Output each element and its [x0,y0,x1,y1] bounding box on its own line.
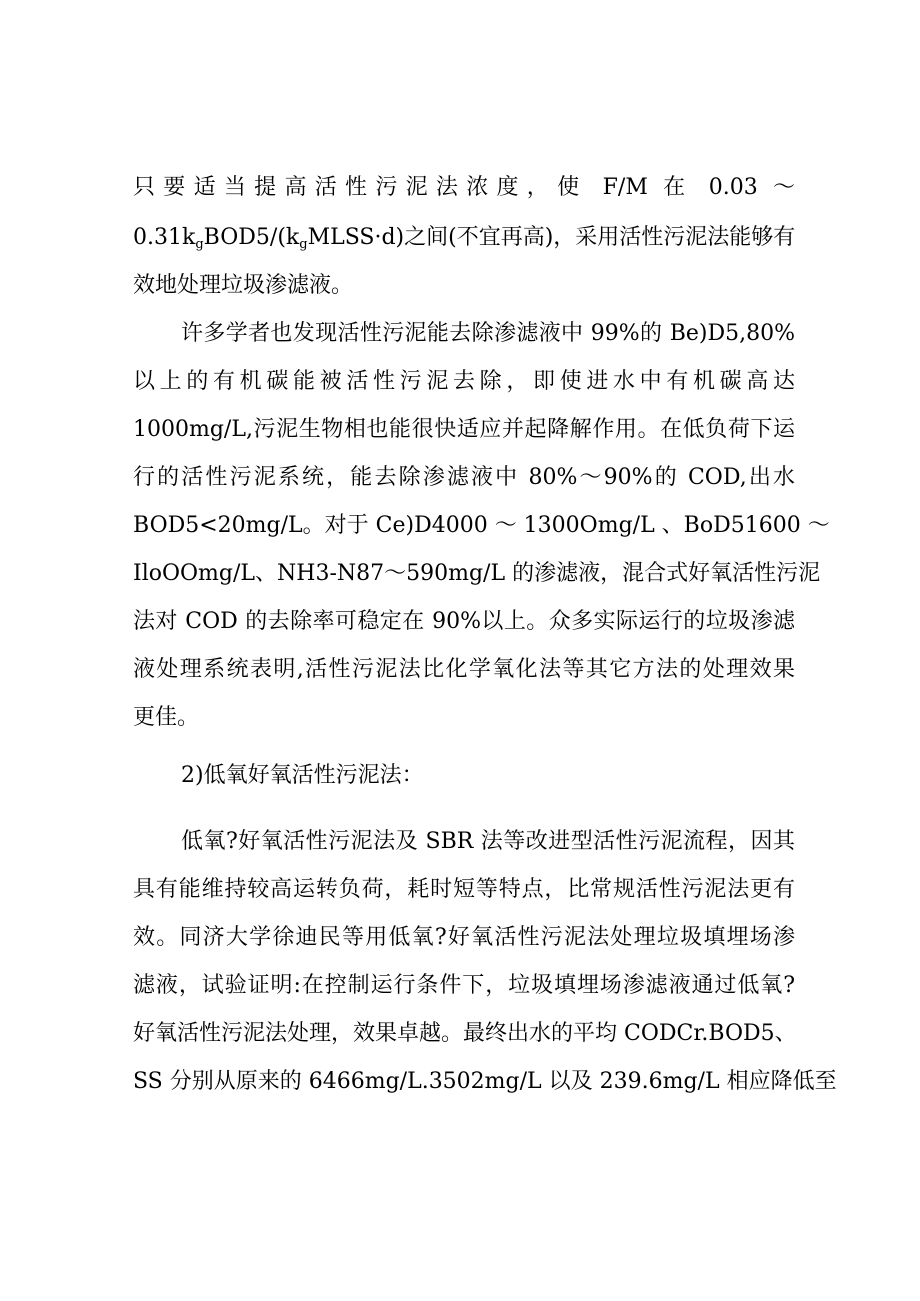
paragraph-2-line-8: 液处理系统表明,活性污泥法比化学氧化法等其它方法的处理效果 [133,657,795,682]
paragraph-2-line-4: 行的活性污泥系统，能去除渗滤液中 80%～90%的 COD,出水 [133,465,795,490]
paragraph-2-line-1: 许多学者也发现活性污泥能去除渗滤液中 99%的 Be)D5,80% [181,321,795,346]
paragraph-2-line-9: 更佳。 [133,705,200,730]
paragraph-2-line-3: 1000mg/L,污泥生物相也能很快适应并起降解作用。在低负荷下运 [133,417,795,442]
paragraph-3-line-5: 好氧活性污泥法处理，效果卓越。最终出水的平均 CODCr.BOD5、 [133,1021,797,1046]
subscript-g: g [299,237,308,252]
subscript-g: g [195,237,204,252]
paragraph-2-line-2: 以上的有机碳能被活性污泥去除，即使进水中有机碳高达 [133,369,795,394]
paragraph-3-line-3: 效。同济大学徐迪民等用低氧?好氧活性污泥法处理垃圾填埋场渗 [133,925,795,950]
paragraph-2-line-7: 法对 COD 的去除率可稳定在 90%以上。众多实际运行的垃圾渗滤 [133,609,795,634]
paragraph-1-line-2: $0.31k_gBOD5/(k_gMLSS\cdot d)$之间(不宜再高)，采用活性污泥法能够有 [133,225,796,252]
paragraph-1-line-3: 效地处理垃圾渗滤液。 [133,273,354,298]
paragraph-2-line-6: IloOOmg/L、NH3-N87～590mg/L 的渗滤液，混合式好氧活性污泥 [133,561,821,586]
paragraph-3-line-1: 低氧?好氧活性污泥法及 SBR 法等改进型活性污泥流程，因其 [181,829,795,854]
paragraph-1-line-1: 只要适当提高活性污泥法浓度，使 F/M 在 0.03 ～ [133,175,795,200]
paragraph-2-line-5: BOD5<20mg/L。对于 Ce)D4000 ～ 1300Omg/L 、BoD51600 ～ [133,513,830,538]
section-heading: 2)低氧好氧活性污泥法： [181,763,424,788]
paragraph-3-line-4: 滤液，试验证明:在控制运行条件下，垃圾填埋场渗滤液通过低氧? [133,973,795,998]
paragraph-3-line-6: SS 分别从原来的 6466mg/L.3502mg/L 以及 239.6mg/L 相应降低至 [133,1069,837,1094]
paragraph-3-line-2: 具有能维持较高运转负荷，耗时短等特点，比常规活性污泥法更有 [133,877,795,902]
